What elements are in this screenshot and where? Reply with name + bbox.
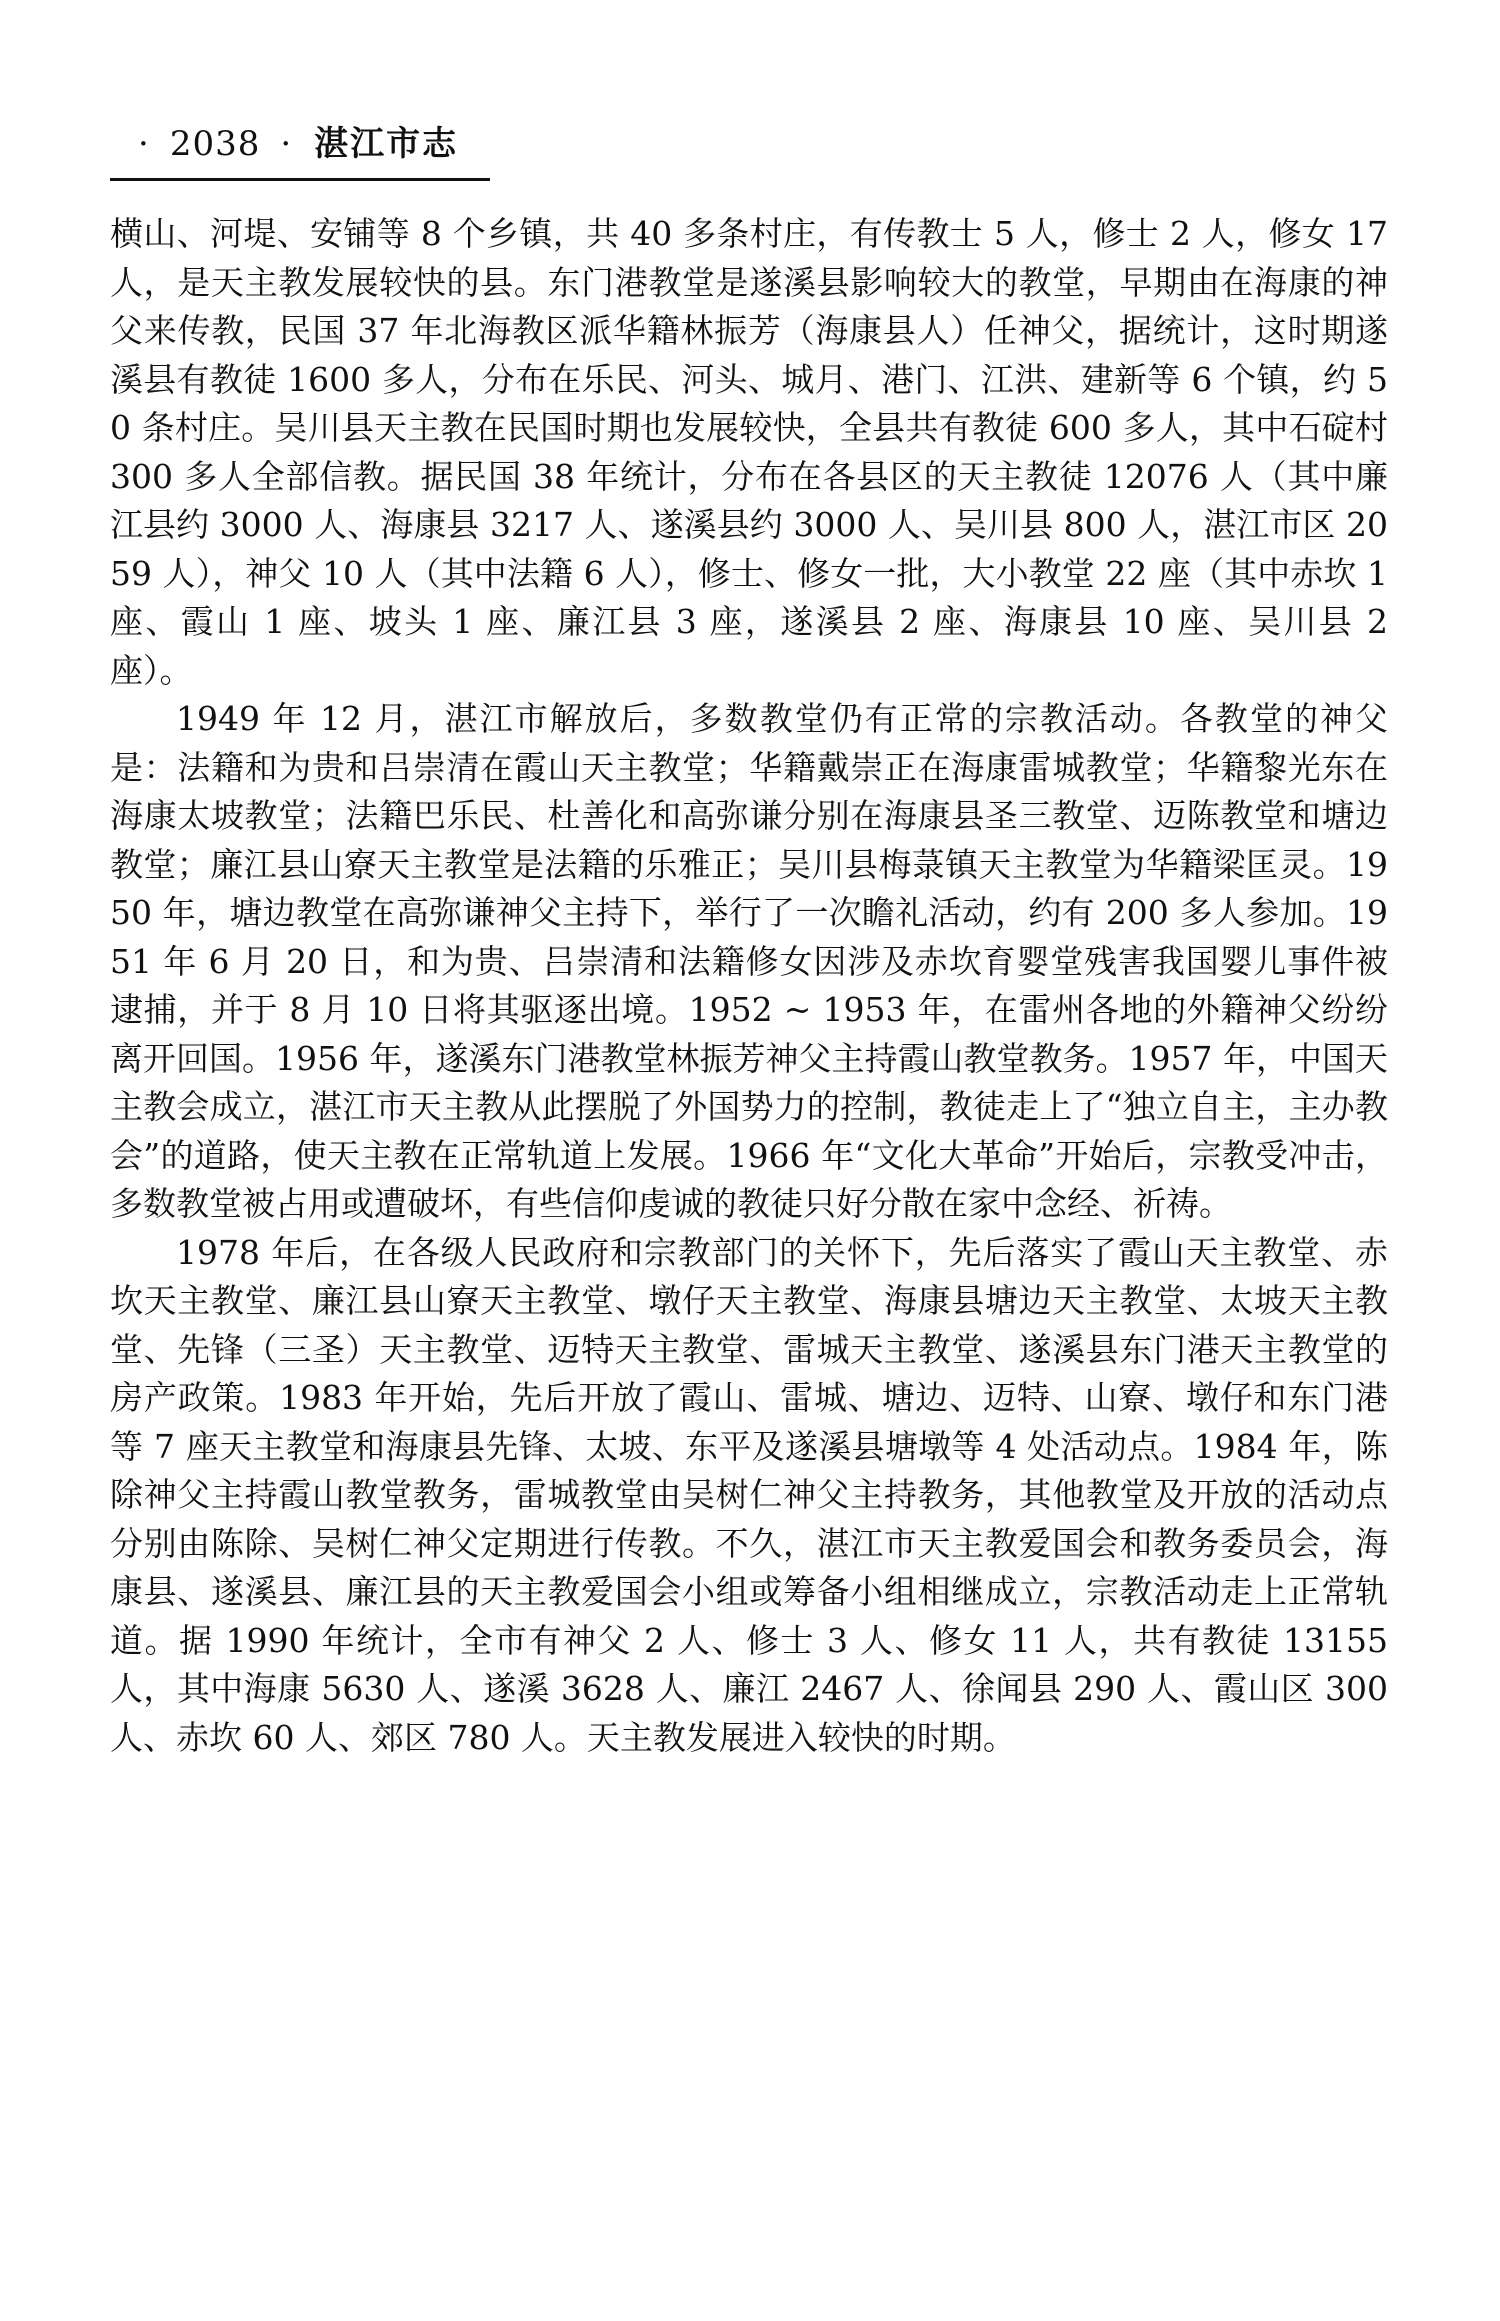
header-rule (110, 178, 490, 181)
running-header (110, 118, 490, 178)
header-line (110, 124, 458, 164)
paragraph: 1949 年 12 月，湛江市解放后，多数教堂仍有正常的宗教活动。各教堂的神父是：法籍和为贵和吕崇清在霞山天主教堂；华籍戴崇正在海康雷城教堂；华籍黎光东在海康太坡教堂；法籍巴乐民、杜善化和高弥谦分别在海康县圣三教堂、迈陈教堂和塘边教堂；廉江县山寮天主教堂是法籍的乐雅正；吴川县梅菉镇天主教堂为华籍梁匡灵。1950 年，塘边教堂在高弥谦神父主持下，举行了一次瞻礼活动，约有 200 多人参加。1951 年 6 月 20 日，和为贵、吕崇清和法籍修女因涉及赤坎育婴堂残害我国婴儿事件被逮捕，并于 8 月 10 日将其驱逐出境。1952 ~ 1953 年，在雷州各地的外籍神父纷纷离开回国。1956 年，遂溪东门港教堂林振芳神父主持霞山教堂教务。1957 年，中国天主教会成立，湛江市天主教从此摆脱了外国势力的控制，教徒走上了“独立自主，主办教会”的道路，使天主教在正常轨道上发展。1966 年“文化大革命”开始后，宗教受冲击，多数教堂被占用或遭破坏，有些信仰虔诚的教徒只好分散在家中念经、祈祷。 (110, 699, 1388, 1223)
paragraph-continued: 横山、河堤、安铺等 8 个乡镇，共 40 多条村庄，有传教士 5 人，修士 2 人，修女 17 人，是天主教发展较快的县。东门港教堂是遂溪县影响较大的教堂，早期由在海康的神父来传教，民国 37 年北海教区派华籍林振芳（海康县人）任神父，据统计，这时期遂溪县有教徒 1600 多人，分布在乐民、河头、城月、港门、江洪、建新等 6 个镇，约 50 条村庄。吴川县天主教在民国时期也发展较快，全县共有教徒 600 多人，其中石碇村 300 多人全部信教。据民国 38 年统计，分布在各县区的天主教徒 12076 人（其中廉江县约 3000 人、海康县 3217 人、遂溪县约 3000 人、吴川县 800 人，湛江市区 2059 人），神父 10 人（其中法籍 6 人），修士、修女一批，大小教堂 22 座（其中赤坎 1 座、霞山 1 座、坡头 1 座、廉江县 3 座，遂溪县 2 座、海康县 10 座、吴川县 2 座）。 (110, 214, 1388, 690)
body-text (110, 210, 1388, 1762)
header-bullet-left: · (138, 124, 150, 164)
book-title: 湛江市志 (314, 124, 459, 164)
page-number: 2038 (169, 124, 261, 164)
paragraph: 1978 年后，在各级人民政府和宗教部门的关怀下，先后落实了霞山天主教堂、赤坎天主教堂、廉江县山寮天主教堂、墩仔天主教堂、海康县塘边天主教堂、太坡天主教堂、先锋（三圣）天主教堂、迈特天主教堂、雷城天主教堂、遂溪县东门港天主教堂的房产政策。1983 年开始，先后开放了霞山、雷城、塘边、迈特、山寮、墩仔和东门港等 7 座天主教堂和海康县先锋、太坡、东平及遂溪县塘墩等 4 处活动点。1984 年，陈除神父主持霞山教堂教务，雷城教堂由吴树仁神父主持教务，其他教堂及开放的活动点分别由陈除、吴树仁神父定期进行传教。不久，湛江市天主教爱国会和教务委员会，海康县、遂溪县、廉江县的天主教爱国会小组或筹备小组相继成立，宗教活动走上正常轨道。据 1990 年统计，全市有神父 2 人、修士 3 人、修女 11 人，共有教徒 13155 人，其中海康 5630 人、遂溪 3628 人、廉江 2467 人、徐闻县 290 人、霞山区 300 人、赤坎 60 人、郊区 780 人。天主教发展进入较快的时期。 (110, 1232, 1388, 1757)
header-bullet-right: · (280, 124, 293, 164)
